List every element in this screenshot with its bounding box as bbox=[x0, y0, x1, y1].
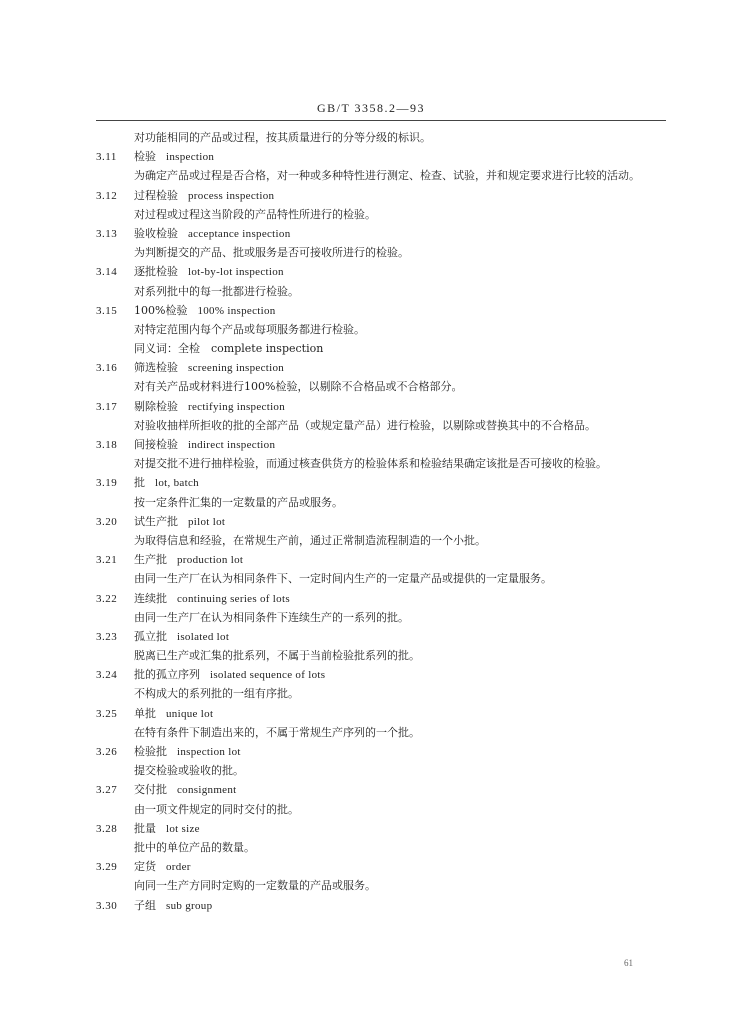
term-entry bbox=[96, 262, 666, 281]
term-english: pilot lot bbox=[188, 515, 226, 528]
term-english: process inspection bbox=[188, 189, 275, 202]
term-english: continuing series of lots bbox=[177, 592, 290, 605]
term-english: sub group bbox=[166, 899, 213, 912]
term-chinese: 验收检验 bbox=[134, 226, 178, 240]
term-entry bbox=[96, 435, 666, 454]
term-chinese: 筛选检验 bbox=[134, 361, 178, 375]
term-number: 3.30 bbox=[96, 899, 118, 912]
term-english: lot, batch bbox=[155, 477, 199, 490]
term-english: indirect inspection bbox=[188, 439, 276, 452]
term-english: isolated lot bbox=[177, 630, 230, 643]
term-entry bbox=[96, 147, 666, 166]
term-english: inspection lot bbox=[177, 746, 241, 759]
definition-text: 向同一生产方同时定购的一定数量的产品或服务。 bbox=[134, 879, 376, 893]
definition-text: 对有关产品或材料进行100%检验，以剔除不合格品或不合格部分。 bbox=[134, 380, 463, 394]
term-english: lot-by-lot inspection bbox=[188, 266, 284, 279]
definition-text: 由一项文件规定的同时交付的批。 bbox=[134, 802, 299, 816]
term-entry bbox=[96, 512, 666, 531]
document-body bbox=[96, 128, 666, 915]
term-entry bbox=[96, 473, 666, 492]
term-number: 3.20 bbox=[96, 515, 118, 528]
term-english: isolated sequence of lots bbox=[210, 669, 326, 682]
term-number: 3.26 bbox=[96, 746, 118, 759]
term-english: 100% inspection bbox=[197, 304, 276, 317]
term-number: 3.29 bbox=[96, 861, 118, 874]
term-chinese: 试生产批 bbox=[134, 514, 178, 528]
term-number: 3.19 bbox=[96, 477, 118, 490]
term-entry bbox=[96, 186, 666, 205]
term-chinese: 批 bbox=[134, 476, 145, 490]
definition-text: 批中的单位产品的数量。 bbox=[134, 840, 255, 854]
term-english: acceptance inspection bbox=[188, 227, 291, 240]
term-number: 3.23 bbox=[96, 630, 118, 643]
definition-text: 对提交批不进行抽样检验，而通过核查供货方的检验体系和检验结果确定该批是否可接收的检验。 bbox=[134, 457, 607, 471]
term-chinese: 连续批 bbox=[134, 591, 167, 605]
definition-text: 按一定条件汇集的一定数量的产品或服务。 bbox=[134, 495, 343, 509]
definition-text: 由同一生产厂在认为相同条件下连续生产的一系列的批。 bbox=[134, 610, 409, 624]
definition-text: 同义词：全检 complete inspection bbox=[134, 342, 324, 356]
term-number: 3.21 bbox=[96, 554, 118, 567]
term-english: screening inspection bbox=[188, 362, 285, 375]
term-number: 3.15 bbox=[96, 304, 118, 317]
term-chinese: 交付批 bbox=[134, 783, 167, 797]
header-rule bbox=[96, 120, 666, 121]
term-entry bbox=[96, 704, 666, 723]
term-entry bbox=[96, 627, 666, 646]
term-entry bbox=[96, 857, 666, 876]
definition-text: 对功能相同的产品或过程，按其质量进行的分等分级的标识。 bbox=[134, 131, 431, 144]
term-english: lot size bbox=[166, 822, 200, 835]
term-entry bbox=[96, 589, 666, 608]
term-number: 3.17 bbox=[96, 400, 118, 413]
page-number: 61 bbox=[624, 958, 633, 968]
term-entry bbox=[96, 819, 666, 838]
term-number: 3.16 bbox=[96, 362, 118, 375]
definition-text: 对过程或过程这当阶段的产品特性所进行的检验。 bbox=[134, 207, 376, 221]
term-english: order bbox=[166, 861, 191, 874]
term-entry bbox=[96, 780, 666, 799]
term-entry bbox=[96, 550, 666, 569]
definition-text: 为确定产品或过程是否合格，对一种或多种特性进行测定、检查、试验，并和规定要求进行比较的活动。 bbox=[134, 169, 640, 183]
term-entry bbox=[96, 397, 666, 416]
term-chinese: 检验批 bbox=[134, 745, 167, 759]
term-english: production lot bbox=[177, 554, 244, 567]
term-entry bbox=[96, 301, 666, 320]
term-english: inspection bbox=[166, 151, 215, 164]
term-chinese: 定货 bbox=[134, 860, 156, 874]
term-number: 3.13 bbox=[96, 227, 118, 240]
definition-text: 对系列批中的每一批都进行检验。 bbox=[134, 284, 299, 298]
term-number: 3.22 bbox=[96, 592, 118, 605]
term-number: 3.12 bbox=[96, 189, 118, 202]
term-number: 3.11 bbox=[96, 151, 117, 164]
definition-text: 为取得信息和经验，在常规生产前，通过正常制造流程制造的一个小批。 bbox=[134, 533, 486, 547]
definition-text: 在特有条件下制造出来的，不属于常规生产序列的一个批。 bbox=[134, 725, 420, 739]
term-number: 3.18 bbox=[96, 439, 118, 452]
term-number: 3.25 bbox=[96, 707, 118, 720]
term-entry bbox=[96, 224, 666, 243]
term-english: rectifying inspection bbox=[188, 400, 286, 413]
term-chinese: 孤立批 bbox=[134, 629, 167, 643]
term-entry bbox=[96, 896, 666, 915]
term-number: 3.27 bbox=[96, 784, 118, 797]
term-chinese: 逐批检验 bbox=[134, 265, 178, 279]
definition-text: 为判断提交的产品、批或服务是否可接收所进行的检验。 bbox=[134, 246, 409, 260]
term-chinese: 批的孤立序列 bbox=[134, 668, 200, 682]
definition-text: 脱离已生产或汇集的批系列，不属于当前检验批系列的批。 bbox=[134, 649, 420, 663]
document-header: GB/T 3358.2—93 bbox=[316, 101, 426, 115]
term-chinese: 过程检验 bbox=[134, 188, 178, 202]
term-entry bbox=[96, 665, 666, 684]
term-entry bbox=[96, 358, 666, 377]
term-chinese: 检验 bbox=[134, 150, 156, 164]
term-chinese: 生产批 bbox=[134, 553, 167, 567]
definition-text: 不构成大的系列批的一组有序批。 bbox=[134, 687, 299, 701]
definition-text: 对验收抽样所拒收的批的全部产品（或规定量产品）进行检验，以剔除或替换其中的不合格品。 bbox=[134, 418, 596, 432]
definition-text: 提交检验或验收的批。 bbox=[134, 764, 244, 778]
term-chinese: 间接检验 bbox=[134, 438, 178, 452]
term-entry bbox=[96, 742, 666, 761]
term-number: 3.24 bbox=[96, 669, 118, 682]
term-english: consignment bbox=[177, 784, 237, 797]
term-chinese: 剔除检验 bbox=[134, 399, 178, 413]
term-chinese: 100%检验 bbox=[134, 303, 188, 317]
term-chinese: 子组 bbox=[134, 898, 156, 912]
term-number: 3.14 bbox=[96, 266, 118, 279]
definition-text: 对特定范围内每个产品或每项服务都进行检验。 bbox=[134, 322, 365, 336]
term-chinese: 单批 bbox=[134, 706, 156, 720]
term-english: unique lot bbox=[166, 707, 214, 720]
definition-text: 由同一生产厂在认为相同条件下、一定时间内生产的一定量产品或提供的一定量服务。 bbox=[134, 572, 552, 586]
term-chinese: 批量 bbox=[134, 821, 156, 835]
term-number: 3.28 bbox=[96, 822, 118, 835]
